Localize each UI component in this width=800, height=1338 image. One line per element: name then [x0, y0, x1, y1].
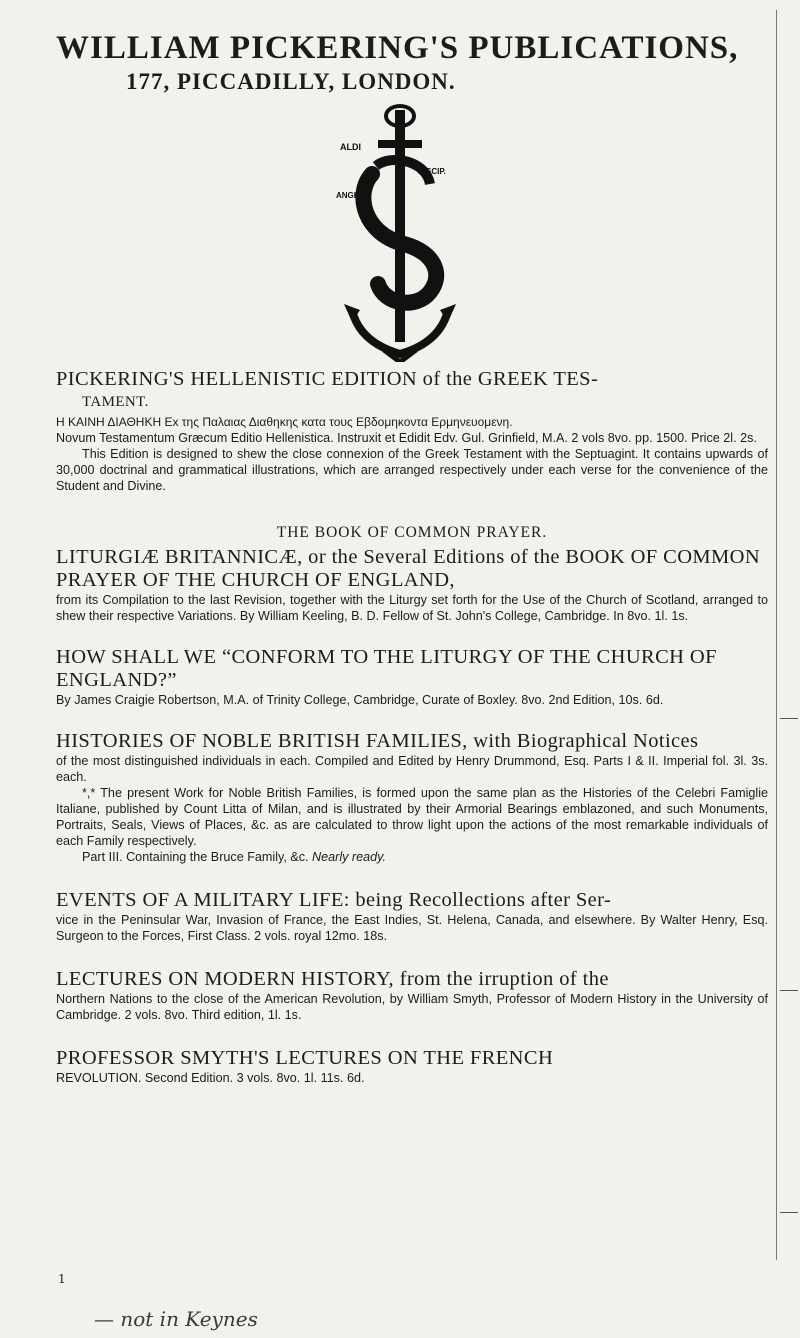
entry-description: REVOLUTION. Second Edition. 3 vols. 8vo. 1l. 11s. 6d. — [56, 1071, 365, 1085]
entry-description: of the most distinguished individuals in each. Compiled and Edited by Henry Drummond, Esq. Parts I & II. Imperial fol. 3l. 3s. each. — [56, 754, 768, 784]
section-heading: THE BOOK OF COMMON PRAYER. — [276, 524, 548, 541]
entry-title-continued: TAMENT. — [82, 394, 149, 410]
greek-title-line: Η ΚΑΙΝΗ ΔΙΑΘΗΚΗ Ex της Παλαιας Διαθηκης κατα τους Εβδομηκοντα Ερμηνευομενη. — [56, 415, 513, 429]
entry-description: By James Craigie Robertson, M.A. of Trinity College, Cambridge, Curate of Boxley. 8vo. 2nd Edition, 10s. 6d. — [56, 693, 664, 707]
entry-title: EVENTS OF A MILITARY LIFE: being Recollections after Ser- — [56, 889, 612, 911]
entry-description: vice in the Peninsular War, Invasion of France, the East Indies, St. Helena, Canada, and elsewhere. By Walter Henry, Esq. Surgeon to the Forces, First Class. 2 vols. royal 12mo. 18s. — [56, 913, 768, 943]
page-edge-line — [776, 10, 777, 1260]
entry-title: PROFESSOR SMYTH'S LECTURES ON THE FRENCH — [56, 1047, 554, 1069]
entry-title: LECTURES ON MODERN HISTORY, from the irruption of the — [56, 968, 609, 990]
entry-description: This Edition is designed to shew the close connexion of the Greek Testament with the Septuagint. It contains upwards of 30,000 doctrinal and grammatical illustrations, which are arranged respectively under each verse for the convenience of the Student and Divine. — [56, 447, 768, 493]
book-entry — [56, 368, 768, 494]
book-entry — [56, 1047, 768, 1086]
emblem-legend-left-top: ALDI — [340, 142, 361, 152]
entry-part-line — [82, 849, 768, 865]
entry-part: Part III. Containing the Bruce Family, &c. — [82, 850, 309, 864]
entry-description: from its Compilation to the last Revision, together with the Liturgy set forth for the Use of the Church of Scotland, arranged to shew their respective Variations. By William Keeling, B. D. Fellow of St. John's College, Cambridge. In 8vo. 1l. 1s. — [56, 593, 768, 623]
entry-part-status: Nearly ready. — [312, 850, 387, 864]
handwritten-annotation — [94, 1298, 274, 1338]
book-entry — [56, 730, 768, 865]
handwritten-note: — not in Keynes — [94, 1307, 258, 1331]
emblem-legend-left-bottom: ANGLVS — [336, 191, 369, 200]
publisher-title: WILLIAM PICKERING'S PUBLICATIONS, — [56, 30, 739, 66]
entry-note: *,* The present Work for Noble British Families, is formed upon the same plan as the Histories of the Celebri Famiglie Italiane, published by Count Litta of Milan, and is illustrated by their Armorial Bearings emblazoned, and such Monuments, Portraits, Seals, Views of Places, &c. as are calculated to throw light upon the actions of the most remarkable individuals of each Family respectively. — [56, 786, 768, 848]
entry-title: HOW SHALL WE “CONFORM TO THE LITURGY OF THE CHURCH OF ENGLAND?” — [56, 646, 717, 691]
entry-title: HISTORIES OF NOBLE BRITISH FAMILIES, with Biographical Notices — [56, 730, 699, 752]
margin-rule — [780, 990, 798, 991]
margin-rule — [780, 718, 798, 719]
book-entry — [56, 546, 768, 624]
catalogue-page — [56, 28, 768, 1086]
book-entry — [56, 646, 768, 708]
publisher-address: 177, PICCADILLY, LONDON. — [126, 69, 456, 94]
book-entry — [56, 889, 768, 944]
margin-rule — [780, 1212, 798, 1213]
page-mark: 1 — [58, 1272, 66, 1286]
entry-title: LITURGIÆ BRITANNICÆ, or the Several Editions of the BOOK OF COMMON PRAYER OF THE CHURCH OF ENGLAND, — [56, 546, 761, 591]
entry-title: PICKERING'S HELLENISTIC EDITION of the GREEK TES- — [56, 368, 599, 390]
emblem-legend-right: DISCIP. — [418, 167, 446, 176]
entry-description: Northern Nations to the close of the American Revolution, by William Smyth, Professor of Modern History in the University of Cambridge. 2 vols. 8vo. Third edition, 1l. 1s. — [56, 992, 768, 1022]
book-entry — [56, 968, 768, 1023]
aldine-anchor-dolphin-emblem-icon — [334, 104, 466, 362]
latin-title-line: Novum Testamentum Græcum Editio Hellenistica. Instruxit et Edidit Edv. Gul. Grinfield, M.A. 2 vols 8vo. pp. 1500. Price 2l. 2s. — [56, 431, 757, 445]
